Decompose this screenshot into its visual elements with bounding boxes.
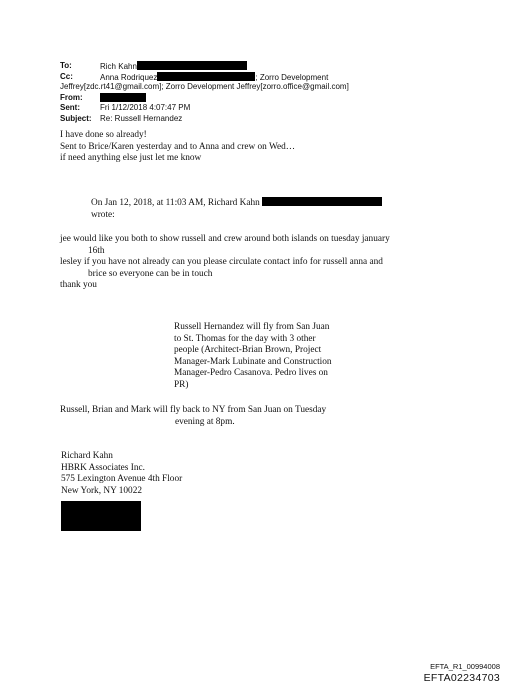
message-line: thank you	[60, 280, 97, 290]
from-label: From:	[60, 92, 83, 102]
return-flight-note	[60, 405, 326, 428]
subject-label: Subject:	[60, 113, 92, 123]
quote-header-line: wrote:	[91, 209, 115, 220]
forwarded-line: Manager-Pedro Casanova. Pedro lives on	[174, 368, 328, 378]
signature-line: 575 Lexington Avenue 4th Floor	[61, 474, 183, 484]
message-line: brice so everyone can be in touch	[88, 268, 213, 279]
forwarded-line: PR)	[174, 379, 189, 390]
bates-number: EFTA02234703	[423, 672, 500, 684]
quote-header-line	[91, 197, 382, 210]
reply-line: I have done so already!	[60, 130, 147, 140]
cc-name: Anna Rodriquez	[100, 72, 158, 82]
redaction-bar	[137, 61, 247, 70]
signature-redaction	[61, 501, 141, 531]
message-line: lesley if you have not already can you please circulate contact info for russell anna and	[60, 257, 383, 267]
cc-suffix: ; Zorro Development	[255, 72, 329, 82]
signature-line: New York, NY 10022	[61, 485, 143, 496]
reply-line: if need anything else just let me know	[60, 153, 202, 163]
message-line: 16th	[88, 245, 105, 256]
forwarded-line: Russell Hernandez will fly from San Juan	[174, 322, 330, 332]
quote-header	[91, 197, 382, 221]
signature-block	[61, 451, 182, 497]
forwarded-line: people (Architect-Brian Brown, Project	[174, 345, 322, 355]
cc-label: Cc:	[60, 71, 73, 81]
redaction-bar	[100, 93, 146, 102]
redaction-bar	[262, 197, 382, 206]
reply-line: Sent to Brice/Karen yesterday and to Anna and crew on Wed…	[60, 141, 296, 152]
to-label: To:	[60, 61, 72, 70]
reply-body	[60, 130, 295, 165]
signature-line: HBRK Associates Inc.	[61, 462, 145, 473]
sent-value: Fri 1/12/2018 4:07:47 PM	[100, 103, 191, 112]
sent-label: Sent:	[60, 103, 80, 112]
forwarded-note	[174, 322, 332, 391]
return-line: evening at 8pm.	[175, 416, 235, 427]
bates-number-small: EFTA_R1_00994008	[430, 662, 500, 671]
signature-line: Richard Kahn	[61, 451, 113, 461]
message-line: jee would like you both to show russell and crew around both islands on tuesday january	[60, 234, 390, 244]
quote-author: On Jan 12, 2018, at 11:03 AM, Richard Kahn	[91, 198, 260, 208]
to-name: Rich Kahn	[100, 62, 137, 71]
forwarded-line: to St. Thomas for the day with 3 other	[174, 333, 316, 344]
quoted-message	[60, 234, 390, 292]
return-line: Russell, Brian and Mark will fly back to NY from San Juan on Tuesday	[60, 405, 327, 415]
cc-continued: Jeffrey[zdc.rt41@gmail.com]; Zorro Development Jeffrey[zorro.office@gmail.com]	[60, 82, 349, 91]
subject-value: Re: Russell Hernandez	[100, 113, 183, 123]
forwarded-line: Manager-Mark Lubinate and Construction	[174, 356, 332, 367]
redaction-bar	[157, 72, 255, 81]
